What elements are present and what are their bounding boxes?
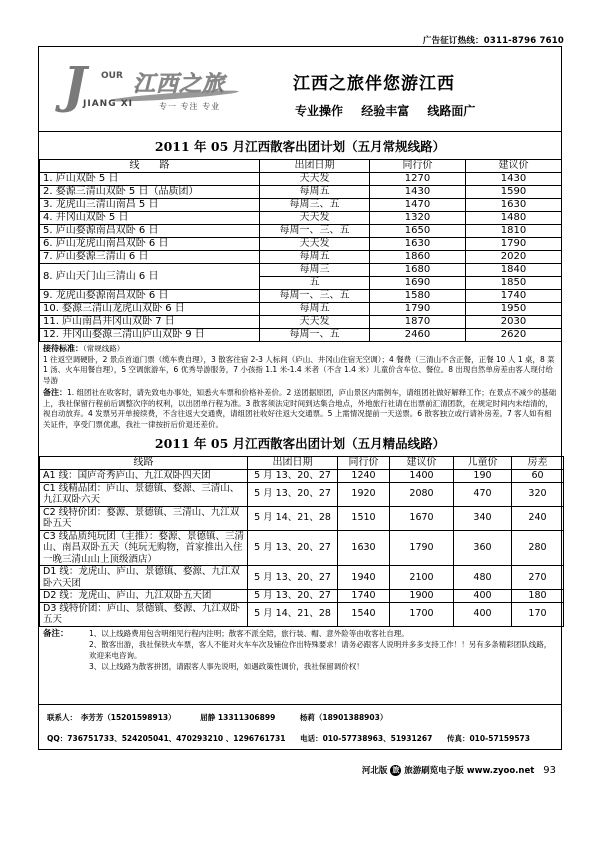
suggest-cell: 2100 — [390, 566, 454, 590]
peer-cell: 1920 — [338, 482, 390, 506]
route-cell: D2 线：龙虎山、庐山、九江双卧五天团 — [40, 590, 248, 603]
table-header-row — [40, 160, 562, 173]
col-route: 线路 — [40, 457, 248, 470]
header-sub-2: 经验丰富 — [361, 104, 410, 118]
suggest-cell: 1790 — [466, 238, 562, 251]
date-cell: 天天发 — [260, 212, 370, 225]
route-cell: 11. 庐山南昌井冈山双卧 7 日 — [40, 316, 260, 329]
suggest-cell: 2620 — [466, 329, 562, 342]
contact-fax: 传真：010-57159573 — [446, 734, 530, 743]
child-cell: 400 — [454, 590, 512, 603]
logo-letter-icon: J — [63, 55, 87, 114]
route-cell: 5. 庐山婺源南昌双卧 6 日 — [40, 225, 260, 238]
col-room-diff: 房差 — [512, 457, 564, 470]
peer-cell: 1630 — [370, 238, 466, 251]
date-cell: 每周五 — [260, 303, 370, 316]
child-cell: 190 — [454, 470, 512, 483]
table-row — [40, 303, 562, 316]
peer-cell: 1470 — [370, 199, 466, 212]
footer-badge-icon: 旅 — [392, 766, 400, 774]
child-cell: 470 — [454, 482, 512, 506]
ad-frame — [38, 46, 562, 750]
ad-hotline: 广告征订热线：0311-8796 7610 — [422, 36, 564, 46]
suggest-cell: 1950 — [466, 303, 562, 316]
premium-routes-table — [39, 456, 564, 627]
notes-text: 1. 组团社在收客时，请先致电办事处，知悉火车票和价格补差价。2 送团据原团，庐山景区内需例车，请组团社做好解释工作；在景点不减少的基础上，我社保留行程前后调整次序的权利，以出团单行程为准。3 散客须法定时间到达集合地点，外地旅行社请在出票前汇清团款，在规定时间内未结清的，视自动放弃。4 发票另开单接续费，不含往返大交通费，请组团社收好往返大交通票。5 上需情况提前一天送票。6 散客独立或行请补房差。7 客人如有相关证件，享受门票优惠，我社一律按折后价退还差价。 — [43, 388, 557, 429]
table-row — [40, 482, 564, 506]
peer-cell: 1940 — [338, 566, 390, 590]
footer-brand: 旅游刷览电子版 — [404, 766, 464, 776]
remark-item: 1、以上线路费用包含明细见行程内注明；散客不派全陪，旅行装、帽、意外险等由收客社自理。 — [89, 628, 409, 638]
contact-person-1: 联系人： 李芳芳（15201598913） — [47, 713, 176, 722]
diff-cell: 280 — [512, 530, 564, 566]
table-row — [40, 470, 564, 483]
logo-chinese: 江西之旅 — [133, 72, 226, 97]
logo-our: OUR — [101, 71, 123, 81]
route-cell: C3 线品质纯玩团（主推）：婺源、景德镇、三清山、南昌双卧五天（纯玩无购物，首家推出入住一晚三清山山上顶级酒店） — [40, 530, 248, 566]
diff-cell: 240 — [512, 506, 564, 530]
table-row — [40, 251, 562, 264]
route-cell: 4. 井冈山双卧 5 日 — [40, 212, 260, 225]
col-date: 出团日期 — [260, 160, 370, 173]
col-peer-price: 同行价 — [370, 160, 466, 173]
date-cell: 每周五 — [260, 251, 370, 264]
table2-title: 2011 年 05 月江西散客出团计划（五月精品线路） — [154, 436, 446, 451]
header-sub-1: 专业操作 — [295, 104, 344, 118]
col-route: 线 路 — [40, 160, 260, 173]
reception-sublabel: （常规线路） — [83, 344, 125, 353]
route-cell: 8. 庐山天门山三清山 6 日 — [40, 264, 260, 290]
regular-routes-table — [39, 159, 562, 342]
route-cell: 6. 庐山龙虎山南昌双卧 6 日 — [40, 238, 260, 251]
col-suggest-price: 建议价 — [390, 457, 454, 470]
route-cell: 9. 龙虎山婺源南昌双卧 6 日 — [40, 290, 260, 303]
remarks-list — [89, 629, 557, 674]
date-cell: 天天发 — [260, 316, 370, 329]
route-cell: 10. 婺源三清山龙虎山双卧 6 日 — [40, 303, 260, 316]
col-peer-price: 同行价 — [338, 457, 390, 470]
remarks-label: 备注： — [43, 628, 69, 639]
date-cell: 5 月 13、20、27 — [248, 566, 338, 590]
table-row — [40, 199, 562, 212]
contact-info — [39, 704, 561, 749]
reception-text: 1 往返空调硬卧，2 景点首道门票（缆车费自理），3 散客往宿 2-3 人标间（庐山、井冈山住宿无空调）；4 餐费（三清山不含正餐，正餐 10 人 1 桌，8 菜 1 汤、火车用餐自理），5 空调旅游车，6 优秀导游服务，7 小孩指 1.1 米-1.4 米者（不含 1.4 米）儿童价含车位、餐位。8 出现自然单房差由客人现付给导游 — [43, 354, 555, 385]
header-title: 江西之旅伴您游江西 — [293, 74, 455, 94]
brand-logo — [49, 55, 269, 121]
diff-cell: 170 — [512, 602, 564, 626]
peer-cell: 1510 — [338, 506, 390, 530]
date-cell: 5 月 13、20、27 — [248, 530, 338, 566]
notes-label: 备注： — [43, 388, 67, 397]
table-row — [40, 602, 564, 626]
diff-cell: 320 — [512, 482, 564, 506]
date-cell: 天天发 — [260, 238, 370, 251]
contact-qq: QQ：736751733、524205041、470293210 、1296761731 — [47, 734, 286, 743]
peer-cell: 1740 — [338, 590, 390, 603]
route-cell: C1 线精品团：庐山、景德镇、婺源、三清山、九江双卧六天 — [40, 482, 248, 506]
remark-item: 3、以上线路为散客拼团，请跟客人事先说明，如遇政策性调价，我社保留调价权！ — [89, 662, 364, 671]
peer-cell: 1320 — [370, 212, 466, 225]
suggest-cell: 1740 — [466, 290, 562, 303]
page-footer — [362, 764, 556, 776]
route-cell: D3 线特价团：庐山、景德镇、婺源、九江双卧五天 — [40, 602, 248, 626]
diff-cell: 270 — [512, 566, 564, 590]
suggest-cell: 1400 — [390, 470, 454, 483]
table-row — [40, 290, 562, 303]
header-sub-3: 线路面广 — [427, 104, 476, 118]
contact-numbers — [47, 733, 542, 744]
date-cell: 每周一、三、五 — [260, 290, 370, 303]
footer-edition: 河北版 — [361, 766, 388, 776]
peer-cell: 1690 — [370, 277, 466, 290]
table-row — [40, 506, 564, 530]
child-cell: 400 — [454, 602, 512, 626]
date-cell: 5 月 14、21、28 — [248, 602, 338, 626]
table-row — [40, 590, 564, 603]
header — [39, 47, 561, 132]
table-row — [40, 186, 562, 199]
suggest-cell: 2030 — [466, 316, 562, 329]
date-cell: 天天发 — [260, 173, 370, 186]
suggest-cell: 2020 — [466, 251, 562, 264]
peer-cell: 1860 — [370, 251, 466, 264]
table1-title: 2011 年 05 月江西散客出团计划（五月常规线路） — [154, 139, 446, 154]
peer-cell: 1790 — [370, 303, 466, 316]
col-date: 出团日期 — [248, 457, 338, 470]
route-cell: C2 线特价团：婺源、景德镇、三清山、九江双卧五天 — [40, 506, 248, 530]
child-cell: 480 — [454, 566, 512, 590]
peer-cell: 1650 — [370, 225, 466, 238]
page-number: 93 — [543, 765, 556, 776]
table-row — [40, 329, 562, 342]
suggest-cell: 1630 — [466, 199, 562, 212]
route-cell: D1 线：龙虎山、庐山、景德镇、婺源、九江双卧六天团 — [40, 566, 248, 590]
route-cell: 12. 井冈山婺源三清山庐山双卧 9 日 — [40, 329, 260, 342]
suggest-cell: 1810 — [466, 225, 562, 238]
suggest-cell: 2080 — [390, 482, 454, 506]
child-cell: 340 — [454, 506, 512, 530]
peer-cell: 1430 — [370, 186, 466, 199]
table-row — [40, 173, 562, 186]
peer-cell: 1270 — [370, 173, 466, 186]
date-cell: 5 月 14、21、28 — [248, 506, 338, 530]
peer-cell: 1240 — [338, 470, 390, 483]
suggest-cell: 1850 — [466, 277, 562, 290]
remark-item: 2、散客出游，我社保铁火车票，客人不能对火车车次及铺位作出特殊要求！请务必跟客人说明并多多支持工作！！另有多条精彩团队线路，欢迎来电咨询。 — [89, 640, 552, 660]
table-row — [40, 212, 562, 225]
table-row — [40, 225, 562, 238]
date-cell: 每周五 — [260, 186, 370, 199]
route-cell: 1. 庐山双卧 5 日 — [40, 173, 260, 186]
table-row — [40, 238, 562, 251]
col-suggest-price: 建议价 — [466, 160, 562, 173]
suggest-cell: 1670 — [390, 506, 454, 530]
suggest-cell: 1430 — [466, 173, 562, 186]
route-cell: 2. 婺源三清山双卧 5 日（品质团） — [40, 186, 260, 199]
suggest-cell: 1480 — [466, 212, 562, 225]
suggest-cell: 1900 — [390, 590, 454, 603]
contact-tel: 电话：010-57738963、51931267 — [300, 734, 433, 743]
route-cell: A1 线：国庐奇秀庐山、九江双卧四天团 — [40, 470, 248, 483]
table-row — [40, 566, 564, 590]
col-child-price: 儿童价 — [454, 457, 512, 470]
route-cell: 3. 龙虎山三清山南昌 5 日 — [40, 199, 260, 212]
date-cell: 五 — [260, 277, 370, 290]
remarks — [39, 627, 561, 676]
date-cell: 5 月 13、20、27 — [248, 482, 338, 506]
table-row — [40, 530, 564, 566]
notes-block — [39, 388, 561, 432]
contact-person-2: 屈静 13311306899 — [200, 713, 276, 722]
reception-label: 接待标准： — [43, 344, 83, 353]
date-cell: 每周三、五 — [260, 199, 370, 212]
logo-jiangxi: JIANG XI — [83, 99, 134, 109]
suggest-cell: 1590 — [466, 186, 562, 199]
date-cell: 每周三 — [260, 264, 370, 277]
suggest-cell: 1700 — [390, 602, 454, 626]
footer-site[interactable]: www.zyoo.net — [466, 766, 535, 776]
header-subtitle — [295, 102, 489, 119]
reception-standard — [39, 342, 561, 388]
contact-persons — [47, 712, 409, 723]
date-cell: 每周一、五 — [260, 329, 370, 342]
route-cell: 7. 庐山婺源三清山 6 日 — [40, 251, 260, 264]
logo-slogan: 专一 专注 专业 — [159, 102, 221, 111]
diff-cell: 60 — [512, 470, 564, 483]
date-cell: 5 月 13、20、27 — [248, 590, 338, 603]
contact-person-3: 杨莉（18901388903） — [299, 713, 388, 722]
peer-cell: 1630 — [338, 530, 390, 566]
table-header-row — [40, 457, 564, 470]
peer-cell: 1540 — [338, 602, 390, 626]
peer-cell: 1580 — [370, 290, 466, 303]
peer-cell: 2460 — [370, 329, 466, 342]
date-cell: 每周一、三、五 — [260, 225, 370, 238]
peer-cell: 1870 — [370, 316, 466, 329]
diff-cell: 180 — [512, 590, 564, 603]
table-row — [40, 264, 562, 277]
table-row — [40, 316, 562, 329]
peer-cell: 1680 — [370, 264, 466, 277]
suggest-cell: 1790 — [390, 530, 454, 566]
date-cell: 5 月 13、20、27 — [248, 470, 338, 483]
suggest-cell: 1840 — [466, 264, 562, 277]
child-cell: 360 — [454, 530, 512, 566]
